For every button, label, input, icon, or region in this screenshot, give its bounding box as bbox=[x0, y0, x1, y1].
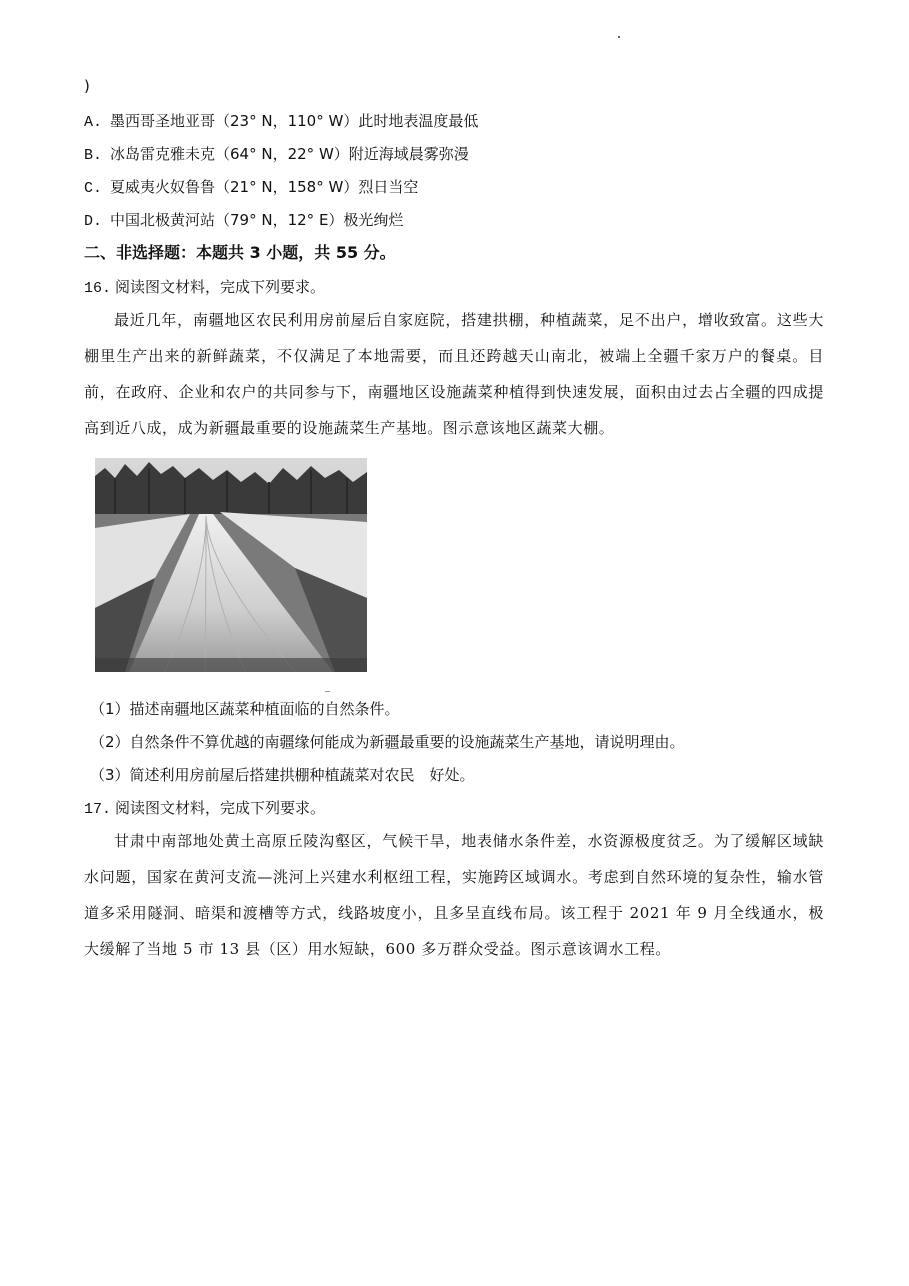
question-16-sub-1: （1）描述南疆地区蔬菜种植面临的自然条件。 bbox=[90, 700, 400, 718]
option-text: 冰岛雷克雅未克（64° N，22° W）附近海域晨雾弥漫 bbox=[110, 145, 469, 163]
question-prompt: 阅读图文材料，完成下列要求。 bbox=[115, 278, 326, 296]
question-prompt: 阅读图文材料，完成下列要求。 bbox=[115, 799, 326, 817]
question-16-material: 最近几年，南疆地区农民利用房前屋后自家庭院，搭建拱棚，种植蔬菜，足不出户，增收致富。这些大棚里生产出来的新鲜蔬菜，不仅满足了本地需要，而且还跨越天山南北，被端上全疆千家万户的餐桌。目前，在政府、企业和农户的共同参与下，南疆地区设施蔬菜种植得到快速发展，面积由过去占全疆的四成提高到近八成，成为新疆最重要的设施蔬菜生产基地。图示意该地区蔬菜大棚。 bbox=[84, 311, 824, 437]
option-d bbox=[84, 210, 403, 232]
question-16-sub-3: （3）简述利用房前屋后搭建拱棚种植蔬菜对农民 好处。 bbox=[90, 766, 475, 784]
divider-mark bbox=[325, 691, 330, 692]
option-letter: C. bbox=[84, 180, 103, 197]
question-16-header bbox=[84, 277, 325, 299]
option-letter: D. bbox=[84, 213, 103, 230]
question-16-sub-2: （2）自然条件不算优越的南疆缘何能成为新疆最重要的设施蔬菜生产基地，请说明理由。 bbox=[90, 733, 685, 751]
option-letter: B. bbox=[84, 147, 103, 164]
page-dot bbox=[618, 36, 620, 38]
option-a bbox=[84, 111, 478, 133]
option-letter: A. bbox=[84, 114, 103, 131]
option-b bbox=[84, 144, 469, 166]
greenhouse-photo bbox=[95, 458, 367, 672]
option-c bbox=[84, 177, 418, 199]
option-text: 中国北极黄河站（79° N，12° E）极光绚烂 bbox=[110, 211, 404, 229]
question-17-material: 甘肃中南部地处黄土高原丘陵沟壑区，气候干旱，地表储水条件差，水资源极度贫乏。为了缓解区域缺水问题，国家在黄河支流—洮河上兴建水利枢纽工程，实施跨区域调水。考虑到自然环境的复杂性，输水管道多采用隧洞、暗渠和渡槽等方式，线路坡度小，且多呈直线布局。该工程于 2021 年 9 月全线通水，极大缓解了当地 5 市 13 县（区）用水短缺，600 多万群众受益。图示意该调水工程。 bbox=[84, 832, 824, 958]
section-title: 二、非选择题：本题共 3 小题，共 55 分。 bbox=[84, 243, 396, 262]
option-text: 夏威夷火奴鲁鲁（21° N，158° W）烈日当空 bbox=[110, 178, 419, 196]
question-17-header bbox=[84, 798, 325, 820]
option-text: 墨西哥圣地亚哥（23° N，110° W）此时地表温度最低 bbox=[110, 112, 479, 130]
question-number: 17. bbox=[84, 801, 112, 818]
question-number: 16. bbox=[84, 280, 112, 297]
question-stem-tail: ) bbox=[84, 77, 90, 95]
